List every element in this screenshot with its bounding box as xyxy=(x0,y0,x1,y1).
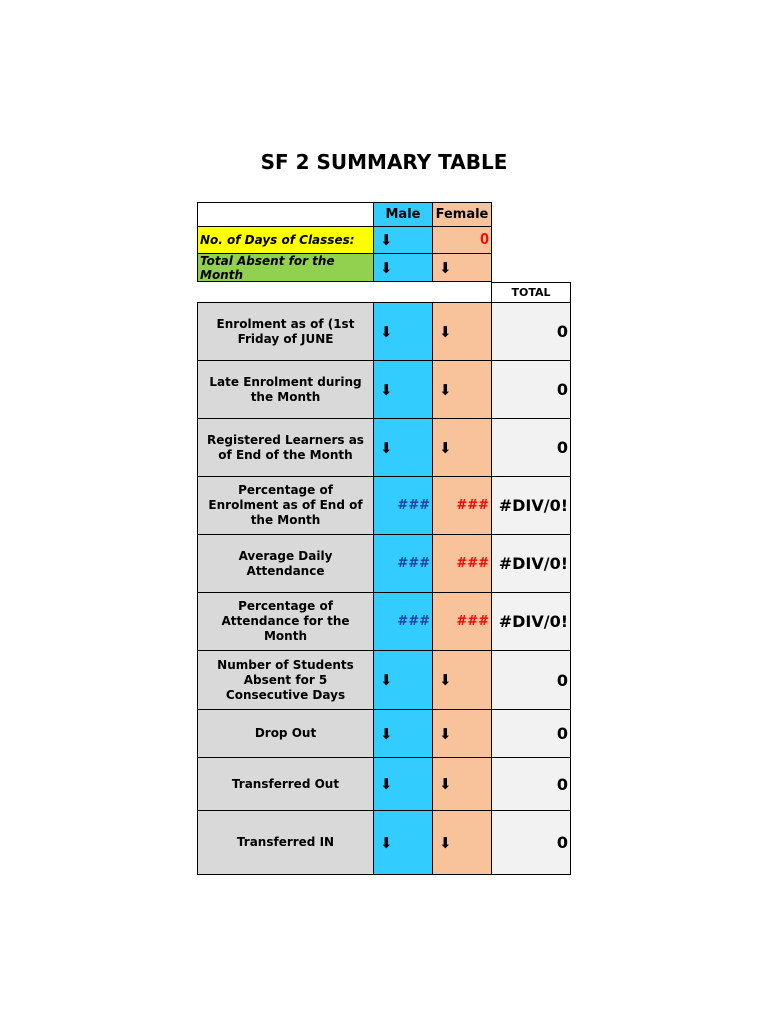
row-label[interactable]: Transferred Out xyxy=(197,757,374,811)
down-arrow-icon: ⬇ xyxy=(380,231,393,249)
row-total-cell[interactable] xyxy=(491,650,571,710)
row-label[interactable]: Number of Students Absent for 5 Consecutive Days xyxy=(197,650,374,710)
row-total-value: #DIV/0! xyxy=(498,496,568,515)
row-female-cell[interactable] xyxy=(432,757,492,811)
row-female-cell[interactable] xyxy=(432,476,492,535)
row-male-cell[interactable] xyxy=(373,650,433,710)
row-total-value: 0 xyxy=(556,833,568,852)
row-total-cell[interactable] xyxy=(491,418,571,477)
down-arrow-icon: ⬇ xyxy=(380,724,393,743)
row-female-cell[interactable] xyxy=(432,592,492,651)
total-absent-male[interactable] xyxy=(373,253,433,282)
page-title: SF 2 SUMMARY TABLE xyxy=(260,150,508,174)
row-female-cell[interactable] xyxy=(432,418,492,477)
row-female-cell[interactable] xyxy=(432,534,492,593)
row-female-cell[interactable] xyxy=(432,650,492,710)
row-total-cell[interactable] xyxy=(491,709,571,758)
days-of-classes-label[interactable]: No. of Days of Classes: xyxy=(197,226,374,254)
row-total-value: #DIV/0! xyxy=(498,554,568,573)
down-arrow-icon: ⬇ xyxy=(380,258,393,277)
down-arrow-icon: ⬇ xyxy=(439,438,452,457)
row-female-cell[interactable] xyxy=(432,810,492,875)
down-arrow-icon: ⬇ xyxy=(439,380,452,399)
row-total-cell[interactable] xyxy=(491,534,571,593)
down-arrow-icon: ⬇ xyxy=(439,671,452,689)
row-label[interactable]: Registered Learners as of End of the Month xyxy=(197,418,374,477)
header-total-label: TOTAL xyxy=(511,286,551,299)
down-arrow-icon: ⬇ xyxy=(439,724,452,743)
row-male-value: ### xyxy=(397,556,430,571)
header-female[interactable]: Female xyxy=(432,202,492,227)
row-label[interactable]: Enrolment as of (1st Friday of JUNE xyxy=(197,302,374,361)
down-arrow-icon: ⬇ xyxy=(439,322,452,341)
row-total-value: 0 xyxy=(556,670,568,690)
row-male-cell[interactable] xyxy=(373,418,433,477)
row-male-cell[interactable] xyxy=(373,534,433,593)
down-arrow-icon: ⬇ xyxy=(439,833,452,852)
down-arrow-icon: ⬇ xyxy=(380,775,393,793)
row-total-value: 0 xyxy=(556,774,568,794)
row-male-cell[interactable] xyxy=(373,757,433,811)
row-female-value: ### xyxy=(456,556,489,571)
row-total-cell[interactable] xyxy=(491,360,571,419)
row-total-cell[interactable] xyxy=(491,810,571,875)
row-label[interactable]: Percentage of Attendance for the Month xyxy=(197,592,374,651)
row-female-value: ### xyxy=(456,614,489,629)
header-male[interactable]: Male xyxy=(373,202,433,227)
down-arrow-icon: ⬇ xyxy=(380,438,393,457)
row-female-value: ### xyxy=(456,498,489,513)
down-arrow-icon: ⬇ xyxy=(380,322,393,341)
row-total-cell[interactable] xyxy=(491,757,571,811)
row-label[interactable]: Late Enrolment during the Month xyxy=(197,360,374,419)
row-male-value: ### xyxy=(397,614,430,629)
row-female-cell[interactable] xyxy=(432,360,492,419)
row-total-value: #DIV/0! xyxy=(498,612,568,631)
row-label[interactable]: Average Daily Attendance xyxy=(197,534,374,593)
down-arrow-icon: ⬇ xyxy=(439,775,452,793)
days-of-classes-male[interactable] xyxy=(373,226,433,254)
header-blank-cell[interactable] xyxy=(197,202,374,227)
row-female-cell[interactable] xyxy=(432,302,492,361)
row-total-cell[interactable] xyxy=(491,476,571,535)
row-male-cell[interactable] xyxy=(373,592,433,651)
row-total-cell[interactable] xyxy=(491,592,571,651)
header-total[interactable] xyxy=(491,282,571,303)
row-total-value: 0 xyxy=(556,438,568,457)
row-total-value: 0 xyxy=(556,724,568,743)
row-label[interactable]: Percentage of Enrolment as of End of the Month xyxy=(197,476,374,535)
row-male-cell[interactable] xyxy=(373,810,433,875)
row-total-value: 0 xyxy=(556,322,568,341)
row-male-cell[interactable] xyxy=(373,360,433,419)
row-label[interactable]: Drop Out xyxy=(197,709,374,758)
days-of-classes-female-value: 0 xyxy=(480,231,489,248)
row-male-cell[interactable] xyxy=(373,709,433,758)
down-arrow-icon: ⬇ xyxy=(380,380,393,399)
row-total-cell[interactable] xyxy=(491,302,571,361)
down-arrow-icon: ⬇ xyxy=(380,833,393,852)
total-absent-label[interactable]: Total Absent for the Month xyxy=(197,253,374,282)
total-absent-female[interactable] xyxy=(432,253,492,282)
row-total-value: 0 xyxy=(556,380,568,399)
row-male-cell[interactable] xyxy=(373,476,433,535)
down-arrow-icon: ⬇ xyxy=(439,258,452,277)
row-male-cell[interactable] xyxy=(373,302,433,361)
row-female-cell[interactable] xyxy=(432,709,492,758)
row-label[interactable]: Transferred IN xyxy=(197,810,374,875)
down-arrow-icon: ⬇ xyxy=(380,671,393,689)
row-male-value: ### xyxy=(397,498,430,513)
days-of-classes-female[interactable] xyxy=(432,226,492,254)
